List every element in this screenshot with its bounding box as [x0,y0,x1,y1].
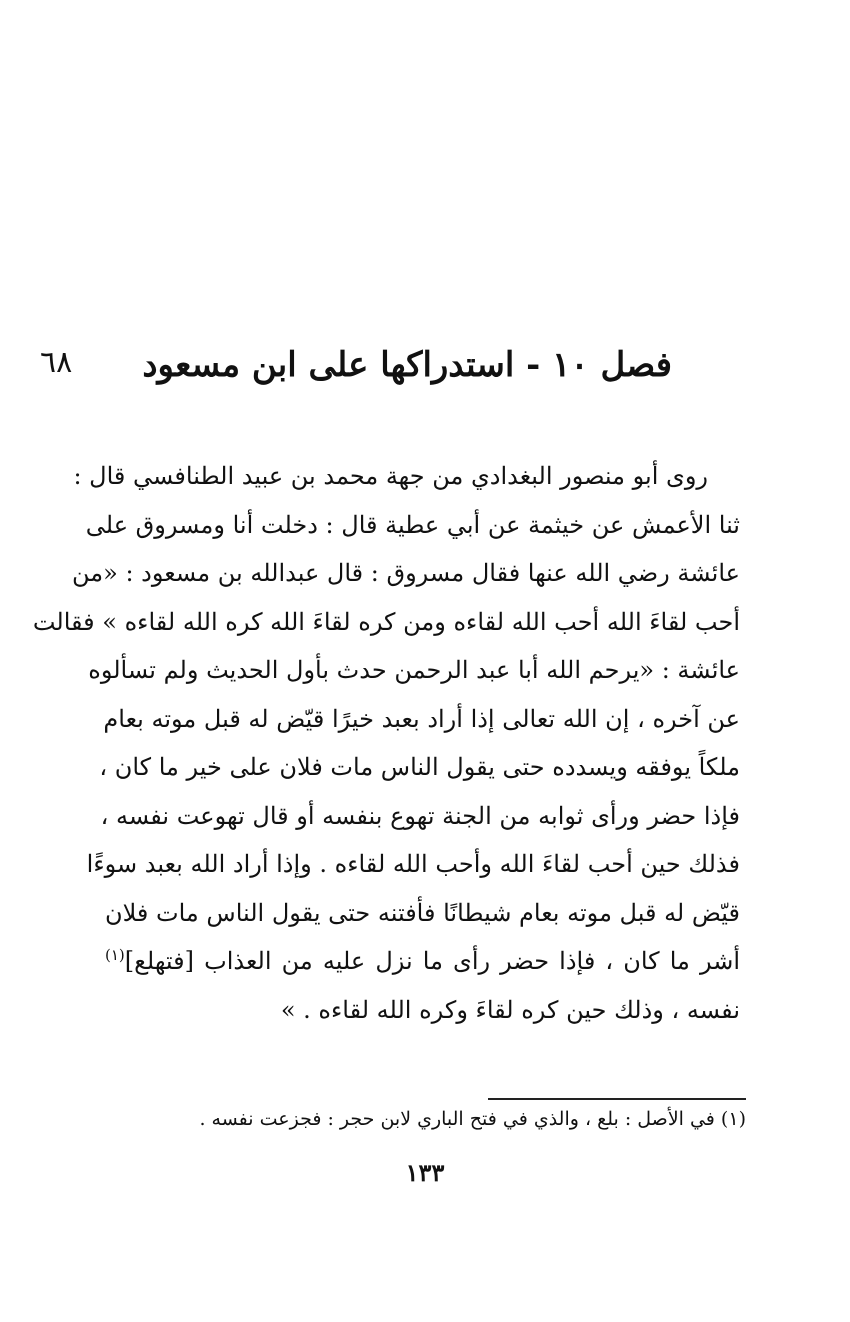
body-line: روى أبو منصور البغدادي من جهة محمد بن عبيد الطنافسي قال : [73,462,708,490]
chapter-heading: فصل ١٠ - استدراكها على ابن مسعود [142,345,672,385]
body-line: قيّض له قبل موته بعام شيطانًا فأفتنه حتى يقول الناس مات فلان [104,898,740,927]
body-line: فإذا حضر ورأى ثوابه من الجنة تهوع بنفسه أو قال تهوعت نفسه ، [100,801,740,830]
body-line-text: أشر ما كان ، فإذا حضر رأى ما نزل عليه من العذاب [فتهلع] [124,947,740,975]
body-text [32,452,740,1034]
body-line: ملكاً يوفقه ويسدده حتى يقول الناس مات فلان على خير ما كان ، [99,753,740,781]
body-line-with-footnote [105,937,740,986]
body-line: عن آخره ، إن الله تعالى إذا أراد بعبد خيرًا قيّض له قبل موته بعام [103,704,740,733]
page-number: ١٣٣ [405,1158,445,1187]
body-line: نفسه ، وذلك حين كره لقاءَ وكره الله لقاءه . » [280,995,740,1024]
footnote-marker: (١) [105,946,125,964]
footnote: (١) في الأصل : بلع ، والذي في فتح الباري لابن حجر : فجزعت نفسه . [199,1108,746,1130]
body-line: ثنا الأعمش عن خيثمة عن أبي عطية قال : دخلت أنا ومسروق على [85,510,740,539]
body-line: فذلك حين أحب لقاءَ الله وأحب الله لقاءه . وإذا أراد الله بعبد سوءًا [86,850,740,878]
footnote-divider [488,1098,746,1100]
body-line: أحب لقاءَ الله أحب الله لقاءه ومن كره لقاءَ الله كره الله لقاءه » فقالت [32,607,740,636]
section-number: ٦٨ [40,345,73,380]
body-line: عائشة : «يرحم الله أبا عبد الرحمن حدث بأول الحديث ولم تسألوه [88,656,740,684]
body-line: عائشة رضي الله عنها فقال مسروق : قال عبدالله بن مسعود : «من [72,559,740,587]
